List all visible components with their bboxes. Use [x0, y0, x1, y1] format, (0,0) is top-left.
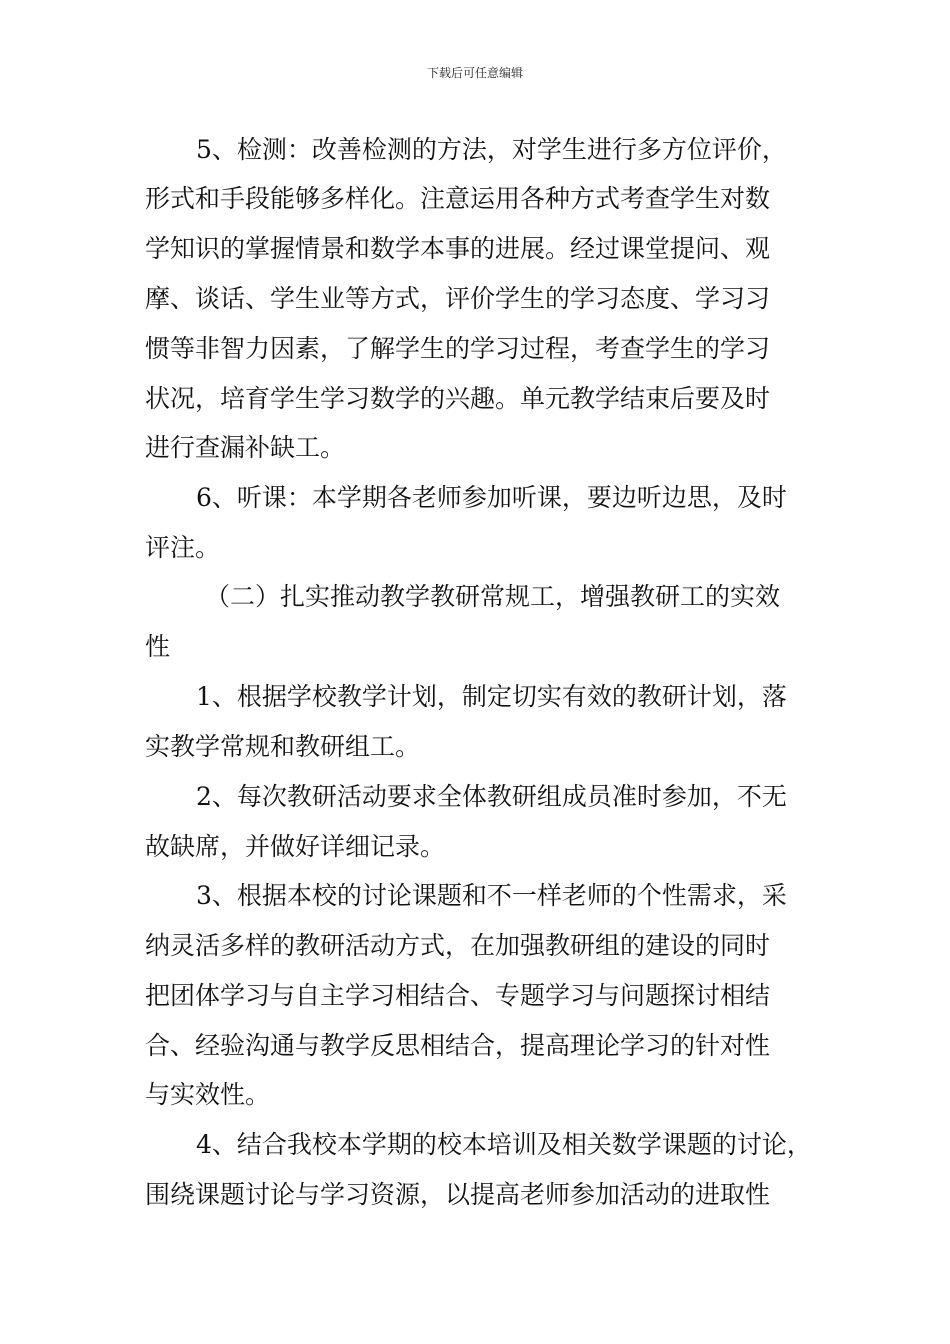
section-heading: （二）扎实推动教学教研常规工，增强教研工的实效	[205, 582, 781, 611]
text-line: 1、根据学校教学计划，制定切实有效的教研计划，落	[196, 682, 787, 711]
text-line: 5、检测：改善检测的方法，对学生进行多方位评价，	[196, 135, 787, 164]
text-line: 评注。	[145, 533, 221, 562]
text-line: 把团体学习与自主学习相结合、专题学习与问题探讨相结	[145, 981, 771, 1010]
text-line: 故缺席，并做好详细记录。	[145, 832, 446, 861]
text-line: 形式和手段能够多样化。注意运用各种方式考查学生对数	[145, 184, 771, 213]
text-line: 4、结合我校本学期的校本培训及相关数学课题的讨论，	[196, 1130, 812, 1159]
text-line: 与实效性。	[145, 1080, 271, 1109]
text-line: 学知识的掌握情景和数学本事的进展。经过课堂提问、观	[145, 234, 771, 263]
text-line: 6、听课：本学期各老师参加听课，要边听边思，及时	[196, 483, 787, 512]
text-line: 合、经验沟通与教学反思相结合，提高理论学习的针对性	[145, 1031, 771, 1060]
text-line: 摩、谈话、学生业等方式，评价学生的学习态度、学习习	[145, 284, 771, 313]
text-line: 惯等非智力因素，了解学生的学习过程，考查学生的学习	[145, 334, 771, 363]
page-header-note: 下载后可任意编辑	[426, 66, 523, 80]
text-line: 状况，培育学生学习数学的兴趣。单元教学结束后要及时	[145, 384, 771, 413]
section-heading: 性	[145, 632, 171, 661]
text-line: 2、每次教研活动要求全体教研组成员准时参加，不无	[196, 782, 787, 811]
text-line: 围绕课题讨论与学习资源，以提高老师参加活动的进取性	[145, 1180, 771, 1209]
text-line: 3、根据本校的讨论课题和不一样老师的个性需求，采	[196, 881, 787, 910]
text-line: 进行查漏补缺工。	[145, 433, 346, 462]
text-line: 纳灵活多样的教研活动方式，在加强教研组的建设的同时	[145, 931, 771, 960]
text-line: 实教学常规和教研组工。	[145, 732, 421, 761]
